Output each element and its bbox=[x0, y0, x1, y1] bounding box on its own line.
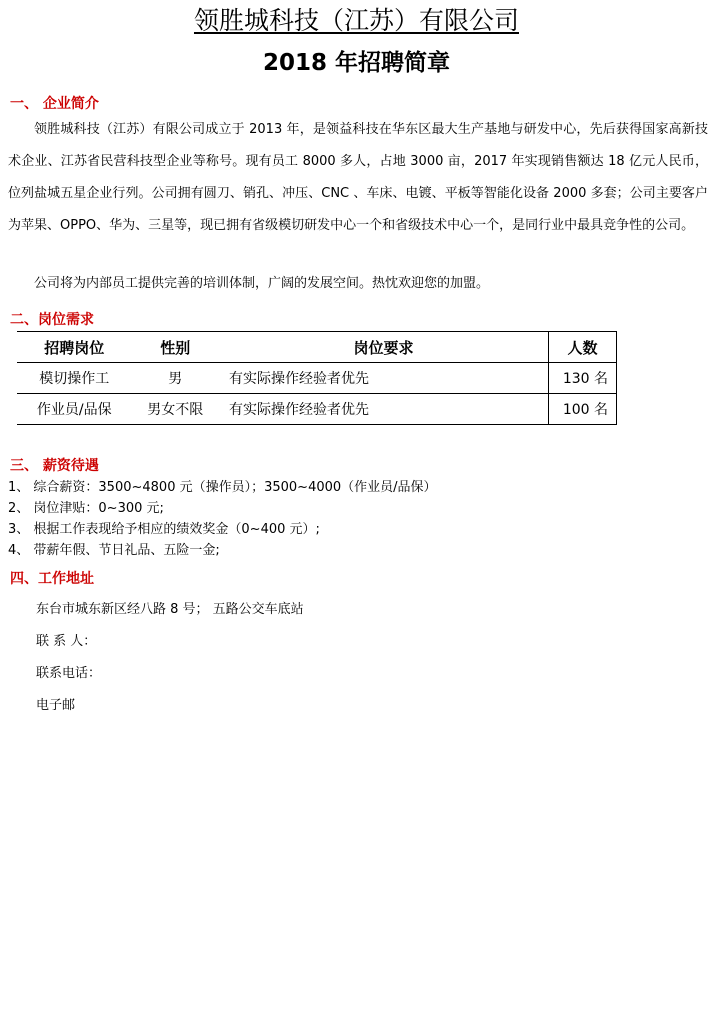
company-name-title: 领胜城科技（江苏）有限公司 bbox=[193, 6, 519, 35]
contact-phone-label: 联系电话： bbox=[36, 666, 102, 681]
column-header-position: 招聘岗位 bbox=[17, 332, 132, 363]
cell-requirement: 有实际操作经验者优先 bbox=[219, 394, 549, 425]
job-requirements-table bbox=[17, 331, 617, 425]
cell-count: 100 名 bbox=[549, 394, 617, 425]
list-item: 1、 综合薪资：3500~4800 元（操作员）；3500~4000（作业员/品保） bbox=[8, 480, 437, 495]
cell-count: 130 名 bbox=[549, 363, 617, 394]
company-intro-paragraph: 领胜城科技（江苏）有限公司成立于 2013 年，是领益科技在华东区最大生产基地与研发中心，先后获得国家高新技术企业、江苏省民营科技型企业等称号。现有员工 8000 多人，占地 3000 亩，2017 年实现销售额达 18 亿元人民币，位列盐城五星企业行列。公司拥有圆刀、销孔、冲压、CNC 、车床、电镀、平板等智能化设备 2000 多套；公司主要客户为苹果、OPPO、华为、三星等，现已拥有省级模切研发中心一个和省级技术中心一个，是同行业中最具竞争性的公司。 bbox=[8, 122, 708, 233]
work-address: 东台市城东新区经八路 8 号； 五路公交车底站 bbox=[36, 602, 304, 617]
document-title: 2018 年招聘简章 bbox=[262, 50, 451, 76]
section-heading-salary: 三、 薪资待遇 bbox=[10, 458, 99, 474]
column-header-requirement: 岗位要求 bbox=[219, 332, 549, 363]
cell-position: 模切操作工 bbox=[17, 363, 132, 394]
table-header-row bbox=[17, 332, 617, 363]
contact-person-label: 联 系 人： bbox=[36, 634, 97, 649]
cell-gender: 男 bbox=[132, 363, 219, 394]
cell-position: 作业员/品保 bbox=[17, 394, 132, 425]
section-heading-job-requirements: 二、岗位需求 bbox=[10, 312, 94, 328]
company-welcome-paragraph: 公司将为内部员工提供完善的培训体制，广阔的发展空间。热忱欢迎您的加盟。 bbox=[34, 276, 490, 291]
email-label: 电子邮 bbox=[36, 698, 76, 713]
table-row bbox=[17, 363, 617, 394]
section-heading-work-address: 四、工作地址 bbox=[10, 571, 94, 587]
cell-requirement: 有实际操作经验者优先 bbox=[219, 363, 549, 394]
list-item: 4、 带薪年假、节日礼品、五险一金; bbox=[8, 543, 220, 558]
list-item: 3、 根据工作表现给予相应的绩效奖金（0~400 元）; bbox=[8, 522, 320, 537]
list-item: 2、 岗位津贴：0~300 元; bbox=[8, 501, 164, 516]
salary-list bbox=[8, 477, 437, 561]
column-header-gender: 性别 bbox=[132, 332, 219, 363]
section-heading-company-intro: 一、 企业简介 bbox=[10, 96, 99, 112]
table-row bbox=[17, 394, 617, 425]
column-header-count: 人数 bbox=[549, 332, 617, 363]
cell-gender: 男女不限 bbox=[132, 394, 219, 425]
